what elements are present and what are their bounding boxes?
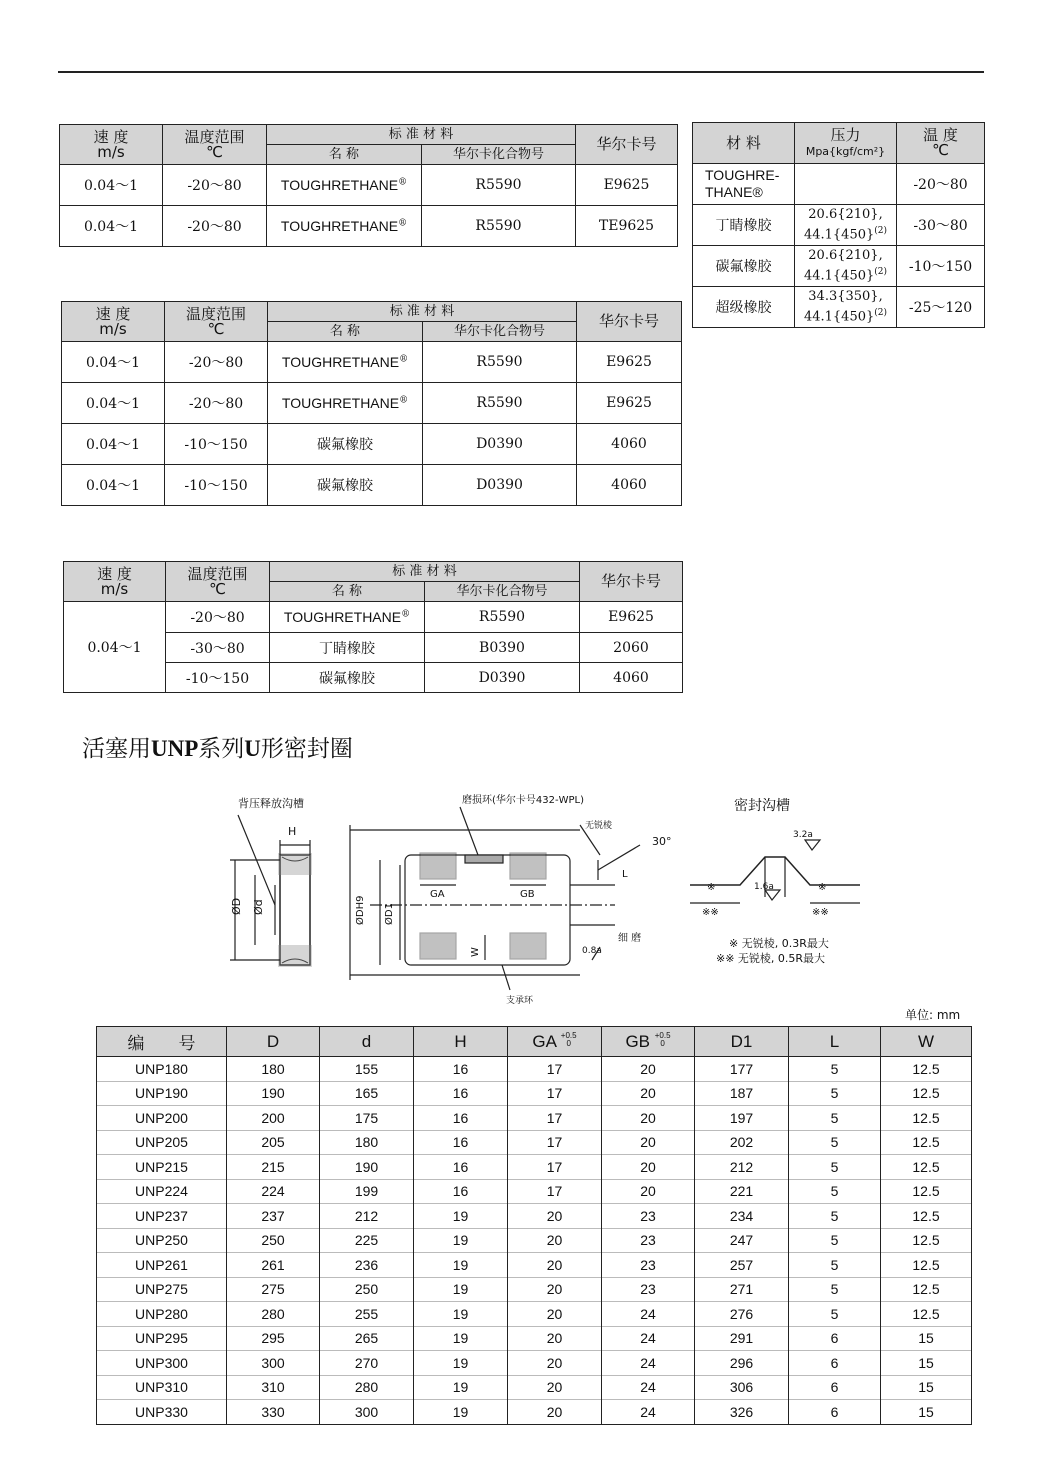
table-cell: 205 — [227, 1130, 320, 1155]
dimension-table — [96, 1026, 972, 1425]
svg-text:GB: GB — [520, 889, 535, 900]
table-cell: 19 — [414, 1375, 508, 1400]
table-row: 0.04～1 -10～150 碳氟橡胶 D0390 4060 — [62, 424, 682, 465]
table-cell: 197 — [695, 1106, 789, 1131]
table-cell: 257 — [695, 1253, 789, 1278]
table-cell: 20 — [602, 1155, 695, 1180]
table-cell: 255 — [320, 1302, 414, 1327]
table-row: 0.04～1 -20～80 TOUGHRETHANE® R5590 TE9625 — [60, 206, 678, 247]
svg-text:※: ※ — [707, 882, 716, 893]
col-GB: GB +0.5 0 — [602, 1027, 695, 1057]
table-cell: 19 — [414, 1253, 508, 1278]
table-cell: 12.5 — [881, 1081, 972, 1106]
table-cell: 300 — [320, 1400, 414, 1425]
svg-text:磨损环(华尔卡号432-WPL): 磨损环(华尔卡号432-WPL) — [462, 795, 584, 806]
table-cell: 237 — [227, 1204, 320, 1229]
table-cell: 16 — [414, 1106, 508, 1131]
table-cell: 12.5 — [881, 1057, 972, 1082]
material-table-1 — [59, 124, 678, 247]
table-cell: UNP237 — [97, 1204, 227, 1229]
table-cell: 19 — [414, 1326, 508, 1351]
table-cell: 295 — [227, 1326, 320, 1351]
table-cell: 212 — [320, 1204, 414, 1229]
table-row — [97, 1326, 972, 1351]
table-cell: 199 — [320, 1179, 414, 1204]
table-cell: 12.5 — [881, 1204, 972, 1229]
name-header: 名 称 — [267, 145, 422, 165]
col-D: D — [227, 1027, 320, 1057]
table-cell: 15 — [881, 1351, 972, 1376]
table-cell: 190 — [320, 1155, 414, 1180]
table-cell: 12.5 — [881, 1155, 972, 1180]
table-row: 超级橡胶 34.3{350}, $44.1\{450\}^{(2)}$ -25～120 — [693, 287, 985, 328]
table-cell: UNP300 — [97, 1351, 227, 1376]
table-row — [97, 1277, 972, 1302]
svg-text:细 磨: 细 磨 — [618, 933, 642, 944]
table-cell: 20 — [602, 1179, 695, 1204]
table-row: -30～80 丁睛橡胶 B0390 2060 — [64, 633, 683, 663]
table-cell: 12.5 — [881, 1106, 972, 1131]
table-cell: UNP205 — [97, 1130, 227, 1155]
table-cell: 187 — [695, 1081, 789, 1106]
table-cell: UNP250 — [97, 1228, 227, 1253]
table-cell: 16 — [414, 1057, 508, 1082]
table-cell: 20 — [508, 1326, 602, 1351]
table-cell: 165 — [320, 1081, 414, 1106]
svg-text:ØDH9: ØDH9 — [355, 895, 366, 925]
svg-text:※: ※ — [818, 882, 827, 893]
table-cell: 5 — [789, 1179, 881, 1204]
table-cell: 12.5 — [881, 1302, 972, 1327]
table-cell: 330 — [227, 1400, 320, 1425]
table-cell: 6 — [789, 1375, 881, 1400]
table-cell: 24 — [602, 1400, 695, 1425]
table-cell: 6 — [789, 1400, 881, 1425]
table-cell: 24 — [602, 1302, 695, 1327]
table-cell: 17 — [508, 1081, 602, 1106]
table-cell: 20 — [508, 1204, 602, 1229]
table-cell: UNP295 — [97, 1326, 227, 1351]
table-cell: 5 — [789, 1253, 881, 1278]
svg-text:ØD: ØD — [230, 897, 243, 915]
svg-text:W: W — [470, 947, 481, 957]
table-cell: UNP200 — [97, 1106, 227, 1131]
table-cell: 20 — [508, 1351, 602, 1376]
table-row — [97, 1253, 972, 1278]
table-cell: 16 — [414, 1155, 508, 1180]
svg-text:H: H — [288, 825, 297, 838]
table-cell: 15 — [881, 1400, 972, 1425]
table-cell: 296 — [695, 1351, 789, 1376]
table-cell: 221 — [695, 1179, 789, 1204]
table-cell: 5 — [789, 1081, 881, 1106]
table-cell: 17 — [508, 1130, 602, 1155]
table-row: 0.04～1 -20～80 TOUGHRETHANE® R5590 E9625 — [62, 342, 682, 383]
svg-text:GA: GA — [430, 889, 445, 900]
unit-label: 单位: mm — [905, 1008, 961, 1022]
table-cell: 16 — [414, 1130, 508, 1155]
table-cell: 5 — [789, 1204, 881, 1229]
table-cell: 23 — [602, 1253, 695, 1278]
material-table-3: 速 度 m/s 温度范围 ℃ 标 准 材 料 华尔卡号 名 称 华尔卡化合物号 0.04～1 -20～80 TOUGHRETHANE® R5590 E9625 -30～80 丁睛橡胶 B0390 2060 -10～150 碳氟橡胶 D0390 4060 — [63, 561, 683, 693]
table-cell: UNP280 — [97, 1302, 227, 1327]
svg-text:0.8a: 0.8a — [582, 946, 602, 956]
table-cell: 5 — [789, 1155, 881, 1180]
table-cell: 16 — [414, 1081, 508, 1106]
svg-text:1.6a: 1.6a — [754, 882, 774, 892]
table-cell: 270 — [320, 1351, 414, 1376]
table-row: -10～150 碳氟橡胶 D0390 4060 — [64, 663, 683, 693]
compound-header: 华尔卡化合物号 — [422, 145, 576, 165]
table-cell: UNP190 — [97, 1081, 227, 1106]
table-cell: 300 — [227, 1351, 320, 1376]
table-cell: 15 — [881, 1326, 972, 1351]
table-cell: 5 — [789, 1130, 881, 1155]
table-row — [97, 1204, 972, 1229]
svg-text:30°: 30° — [652, 835, 672, 848]
svg-text:※※: ※※ — [702, 907, 719, 918]
table-cell: 6 — [789, 1351, 881, 1376]
table-cell: 17 — [508, 1106, 602, 1131]
svg-text:背压释放沟槽: 背压释放沟槽 — [238, 797, 304, 810]
section-title: 活塞用UNP系列U形密封圈 — [82, 736, 353, 762]
col-GA: GA +0.5 0 — [508, 1027, 602, 1057]
table-cell: UNP215 — [97, 1155, 227, 1180]
speed-header: 速 度 m/s — [60, 125, 163, 165]
col-d: d — [320, 1027, 414, 1057]
table-row: 丁睛橡胶 20.6{210}, $44.1\{450\}^{(2)}$ -30～80 — [693, 205, 985, 246]
svg-text:※※: ※※ — [812, 907, 829, 918]
table-cell: 177 — [695, 1057, 789, 1082]
temp-col-header: 温 度 ℃ — [897, 123, 985, 164]
table-cell: UNP275 — [97, 1277, 227, 1302]
table-row — [97, 1302, 972, 1327]
pressure-table — [692, 122, 985, 328]
table-cell: 212 — [695, 1155, 789, 1180]
table-row: 0.04～1 -10～150 碳氟橡胶 D0390 4060 — [62, 465, 682, 506]
table-cell: 250 — [320, 1277, 414, 1302]
col-H: H — [414, 1027, 508, 1057]
table-cell: 276 — [695, 1302, 789, 1327]
col-code: 编 号 — [97, 1027, 227, 1057]
table-cell: 261 — [227, 1253, 320, 1278]
svg-text:ØD1: ØD1 — [384, 903, 395, 925]
table-cell: 224 — [227, 1179, 320, 1204]
table-cell: 24 — [602, 1351, 695, 1376]
table-cell: 215 — [227, 1155, 320, 1180]
table-cell: 5 — [789, 1106, 881, 1131]
table-cell: 19 — [414, 1277, 508, 1302]
table-cell: 326 — [695, 1400, 789, 1425]
table-cell: UNP224 — [97, 1179, 227, 1204]
table-row — [97, 1400, 972, 1425]
svg-text:密封沟槽: 密封沟槽 — [734, 798, 790, 814]
table-cell: 310 — [227, 1375, 320, 1400]
table-cell: 250 — [227, 1228, 320, 1253]
svg-text:Ød: Ød — [252, 899, 265, 915]
table-cell: 20 — [508, 1400, 602, 1425]
pressure-col-header: 压力 Mpa{kgf/cm²} — [795, 123, 897, 164]
temp-header: 温度范围 ℃ — [163, 125, 267, 165]
col-W: W — [881, 1027, 972, 1057]
table-cell: 17 — [508, 1179, 602, 1204]
table-row — [97, 1155, 972, 1180]
table-cell: 20 — [508, 1375, 602, 1400]
table-cell: 23 — [602, 1228, 695, 1253]
material-table-2: 速 度 m/s 温度范围 ℃ 标 准 材 料 华尔卡号 名 称 华尔卡化合物号 0.04～1 -20～80 TOUGHRETHANE® R5590 E9625 0.04～1 -20～80 TOUGHRETHANE® R5590 E9625 0.04～1 -10～150 碳氟橡胶 D0390 4060 0.04～1 -10～150 碳氟橡胶 D0390 4060 — [61, 301, 682, 506]
table-cell: 19 — [414, 1302, 508, 1327]
svg-text:无锐棱: 无锐棱 — [585, 821, 613, 831]
table-cell: 20 — [508, 1228, 602, 1253]
table-cell: 23 — [602, 1277, 695, 1302]
table-cell: 190 — [227, 1081, 320, 1106]
table-cell: 5 — [789, 1277, 881, 1302]
col-L: L — [789, 1027, 881, 1057]
table-cell: 19 — [414, 1351, 508, 1376]
table-cell: 5 — [789, 1057, 881, 1082]
table-cell: UNP310 — [97, 1375, 227, 1400]
table-cell: 20 — [508, 1253, 602, 1278]
table-cell: UNP180 — [97, 1057, 227, 1082]
table-cell: 234 — [695, 1204, 789, 1229]
table-cell: 291 — [695, 1326, 789, 1351]
table-cell: 247 — [695, 1228, 789, 1253]
table-cell: 19 — [414, 1204, 508, 1229]
table-row: 0.04～1 -20～80 TOUGHRETHANE® R5590 E9625 — [64, 602, 683, 633]
table-cell: 12.5 — [881, 1130, 972, 1155]
table-cell: 275 — [227, 1277, 320, 1302]
table-cell: 202 — [695, 1130, 789, 1155]
col-D1: D1 — [695, 1027, 789, 1057]
svg-text:3.2a: 3.2a — [793, 830, 813, 840]
table-cell: 12.5 — [881, 1179, 972, 1204]
table-cell: 17 — [508, 1057, 602, 1082]
table-cell: 306 — [695, 1375, 789, 1400]
svg-text:※ 无锐棱, 0.3R最大: ※ 无锐棱, 0.3R最大 — [729, 937, 829, 950]
table-cell: 20 — [602, 1130, 695, 1155]
table-row — [97, 1375, 972, 1400]
table-cell: 17 — [508, 1155, 602, 1180]
table-cell: UNP330 — [97, 1400, 227, 1425]
svg-text:※※ 无锐棱, 0.5R最大: ※※ 无锐棱, 0.5R最大 — [716, 952, 826, 965]
table-cell: 265 — [320, 1326, 414, 1351]
table-cell: 271 — [695, 1277, 789, 1302]
table-cell: 20 — [602, 1057, 695, 1082]
table-cell: 12.5 — [881, 1228, 972, 1253]
table-cell: 19 — [414, 1228, 508, 1253]
table-cell: 5 — [789, 1302, 881, 1327]
table-row — [97, 1106, 972, 1131]
svg-text:支承环: 支承环 — [506, 996, 534, 1006]
table-cell: 20 — [508, 1277, 602, 1302]
table-row — [97, 1057, 972, 1082]
walka-header: 华尔卡号 — [576, 125, 678, 165]
table-row: TOUGHRE-THANE® -20～80 — [693, 164, 985, 205]
seal-diagram — [220, 785, 860, 1010]
table-cell: 16 — [414, 1179, 508, 1204]
table-cell: 236 — [320, 1253, 414, 1278]
table-row — [97, 1351, 972, 1376]
table-cell: 20 — [602, 1106, 695, 1131]
table-cell: 155 — [320, 1057, 414, 1082]
table-row — [97, 1130, 972, 1155]
table-cell: 23 — [602, 1204, 695, 1229]
table-cell: 24 — [602, 1375, 695, 1400]
table-cell: 180 — [227, 1057, 320, 1082]
table-cell: 5 — [789, 1228, 881, 1253]
table-row — [97, 1228, 972, 1253]
table-cell: 20 — [508, 1302, 602, 1327]
table-cell: UNP261 — [97, 1253, 227, 1278]
table-cell: 19 — [414, 1400, 508, 1425]
table-cell: 15 — [881, 1375, 972, 1400]
table-row — [97, 1081, 972, 1106]
svg-text:L: L — [622, 869, 628, 880]
table-cell: 175 — [320, 1106, 414, 1131]
table-cell: 6 — [789, 1326, 881, 1351]
table-cell: 280 — [227, 1302, 320, 1327]
table-cell: 280 — [320, 1375, 414, 1400]
material-col-header: 材 料 — [693, 123, 795, 164]
table-cell: 12.5 — [881, 1277, 972, 1302]
table-cell: 20 — [602, 1081, 695, 1106]
table-row: 0.04～1 -20～80 TOUGHRETHANE® R5590 E9625 — [60, 165, 678, 206]
table-row: 0.04～1 -20～80 TOUGHRETHANE® R5590 E9625 — [62, 383, 682, 424]
top-rule — [58, 71, 984, 73]
table-cell: 200 — [227, 1106, 320, 1131]
material-header: 标 准 材 料 — [267, 125, 576, 145]
table-row — [97, 1179, 972, 1204]
table-cell: 225 — [320, 1228, 414, 1253]
table-cell: 12.5 — [881, 1253, 972, 1278]
table-cell: 24 — [602, 1326, 695, 1351]
table-row: 碳氟橡胶 20.6{210}, $44.1\{450\}^{(2)}$ -10～150 — [693, 246, 985, 287]
table-cell: 180 — [320, 1130, 414, 1155]
